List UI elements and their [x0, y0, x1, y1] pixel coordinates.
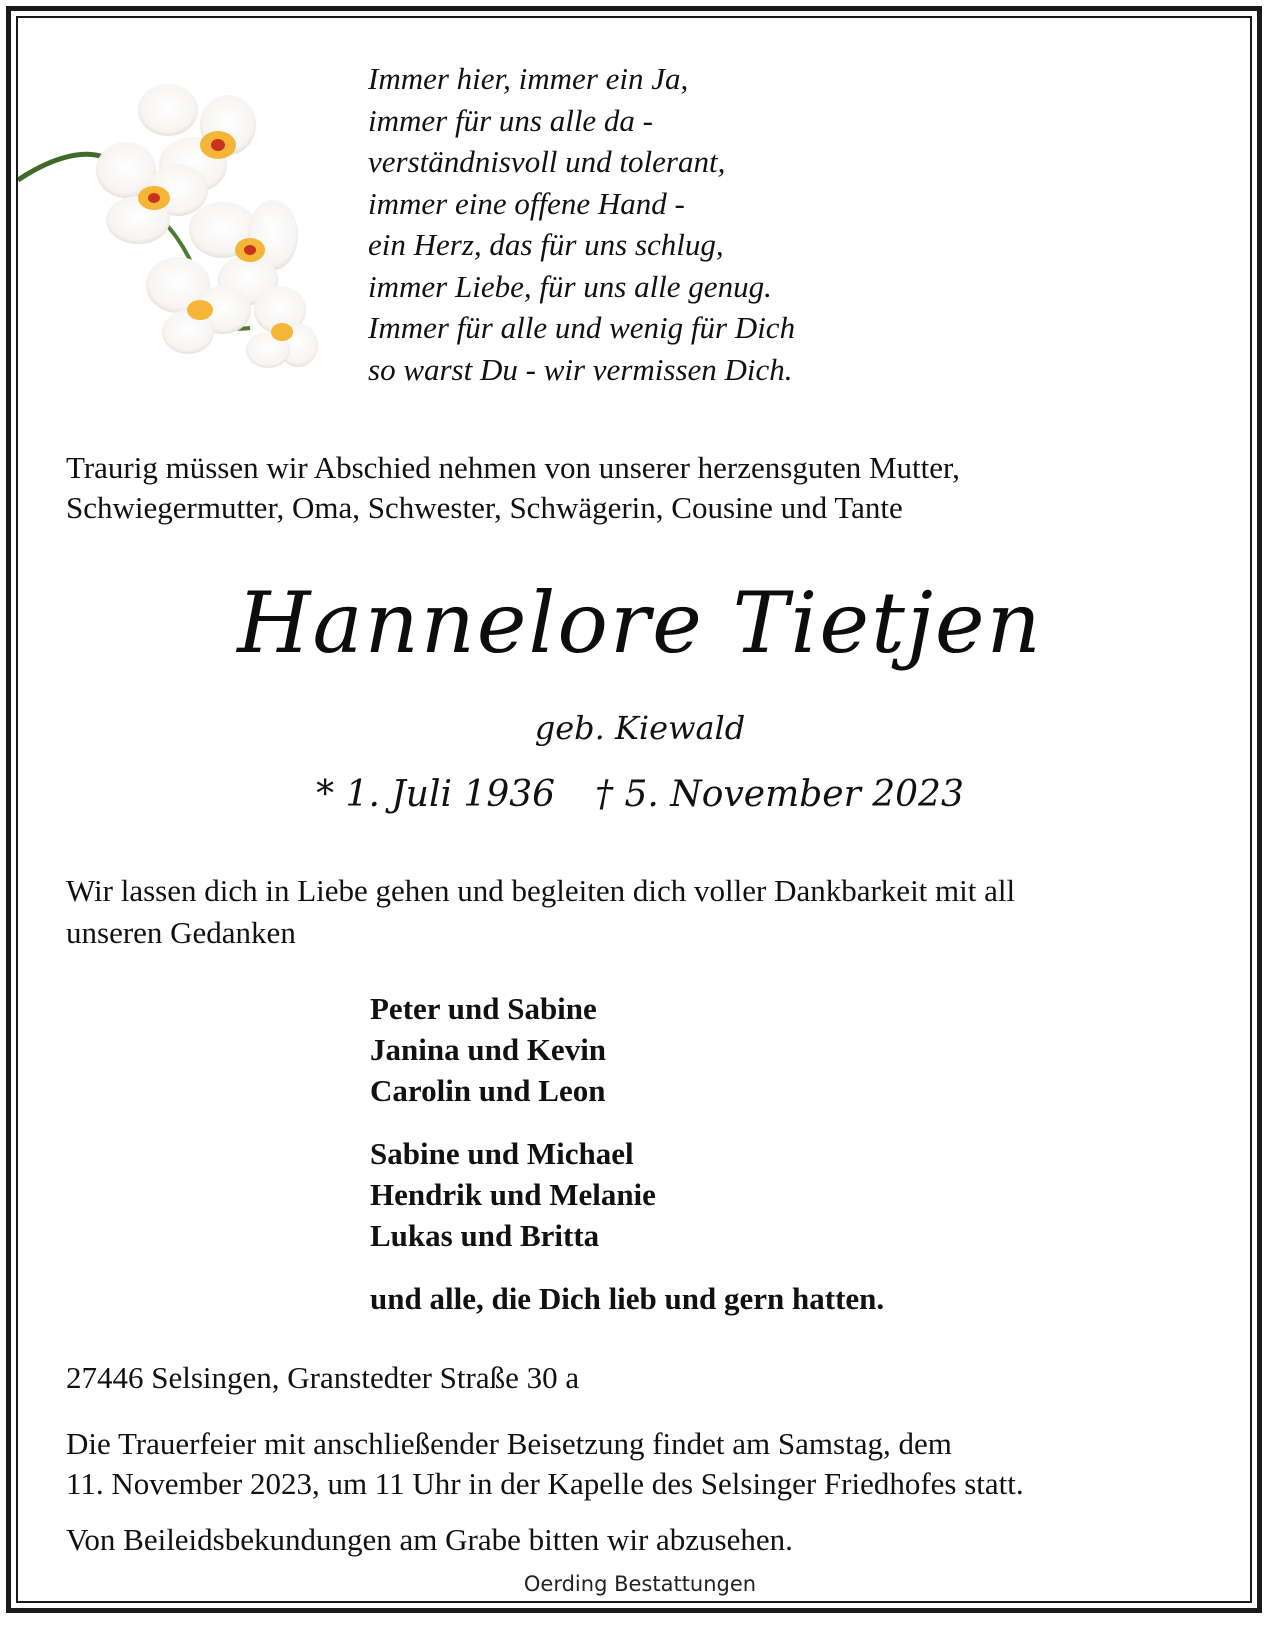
poem-line: Immer hier, immer ein Ja,	[368, 61, 689, 96]
deceased-name: Hannelore Tietjen	[237, 574, 1043, 672]
birth-date: * 1. Juli 1936	[316, 774, 556, 815]
undertaker-name: Oerding Bestattungen	[523, 1572, 757, 1596]
maiden-name: geb. Kiewald	[534, 709, 746, 747]
poem-line: immer eine offene Hand -	[368, 185, 685, 221]
family-member: Hendrik und Melanie	[370, 1177, 656, 1212]
condolence-note: Von Beileidsbekundungen am Grabe bitten wir abzusehen.	[66, 1522, 793, 1557]
poem-line: immer für uns alle da -	[368, 102, 654, 138]
farewell-text	[66, 870, 1015, 954]
family-member: Carolin und Leon	[370, 1073, 606, 1108]
orchid-icon	[18, 70, 318, 370]
ceremony-line: Die Trauerfeier mit anschließender Beisetzung findet am Samstag, dem	[66, 1426, 952, 1461]
poem-line: immer Liebe, für uns alle genug.	[368, 268, 772, 304]
family-group-2	[370, 1133, 656, 1256]
address: 27446 Selsingen, Granstedter Straße 30 a	[66, 1360, 580, 1395]
family-member: Lukas und Britta	[370, 1218, 600, 1253]
poem	[368, 58, 795, 390]
death-date: † 5. November 2023	[595, 774, 964, 815]
ceremony-line: 11. November 2023, um 11 Uhr in der Kapelle des Selsinger Friedhofes statt.	[66, 1466, 1024, 1501]
ceremony-info	[66, 1424, 1024, 1504]
poem-line: verständnisvoll und tolerant,	[368, 144, 726, 179]
poem-line: Immer für alle und wenig für Dich	[368, 310, 796, 345]
intro-line: Schwiegermutter, Oma, Schwester, Schwägerin, Cousine und Tante	[66, 490, 903, 525]
life-dates	[0, 770, 1280, 820]
poem-line: so warst Du - wir vermissen Dich.	[368, 351, 793, 387]
family-member: Janina und Kevin	[370, 1032, 607, 1067]
family-member: Sabine und Michael	[370, 1136, 634, 1171]
farewell-line: unseren Gedanken	[66, 915, 296, 950]
family-group-1	[370, 988, 606, 1111]
poem-line: ein Herz, das für uns schlug,	[368, 227, 724, 262]
farewell-line: Wir lassen dich in Liebe gehen und begleiten dich voller Dankbarkeit mit all	[66, 873, 1016, 908]
family-closing: und alle, die Dich lieb und gern hatten.	[370, 1281, 885, 1316]
family-member: Peter und Sabine	[370, 991, 597, 1026]
intro-text	[66, 448, 960, 528]
intro-line: Traurig müssen wir Abschied nehmen von unserer herzensguten Mutter,	[66, 450, 960, 485]
